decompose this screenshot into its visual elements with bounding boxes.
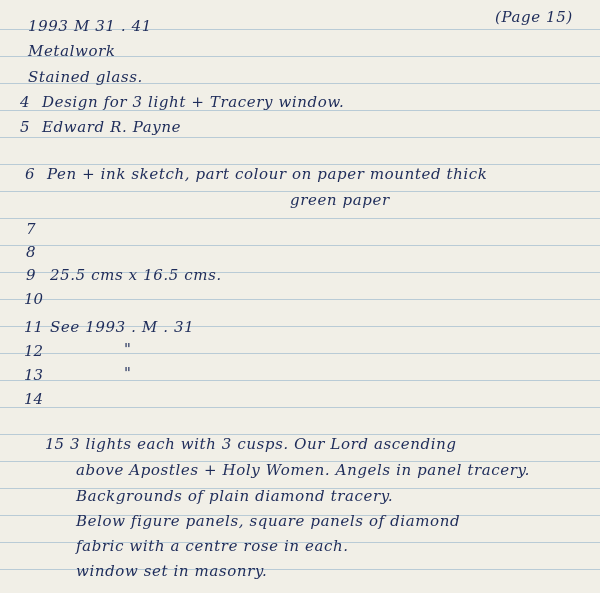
entry-number: 4 — [20, 93, 30, 111]
ruled-line — [0, 137, 600, 138]
ditto-mark: " — [124, 340, 132, 358]
description-line: Below figure panels, square panels of diamond — [76, 512, 461, 530]
entry-number: 11 — [24, 318, 44, 336]
description-line: 3 lights each with 3 cusps. Our Lord ascending — [70, 435, 457, 453]
page-label: (Page 15) — [495, 8, 573, 26]
accession-number: 1993 M 31 . 41 — [28, 17, 152, 35]
description-line: above Apostles + Holy Women. Angels in panel tracery. — [76, 461, 530, 479]
category-text: Metalwork — [28, 42, 116, 60]
ruled-line — [0, 299, 600, 300]
entry-number: 12 — [24, 342, 44, 360]
entry-text: 25.5 cms x 16.5 cms. — [50, 266, 222, 284]
entry-text: Design for 3 light + Tracery window. — [42, 93, 345, 111]
material-text: Stained glass. — [28, 68, 143, 86]
entry-number: 15 — [45, 435, 65, 453]
entry-text-continued: green paper — [290, 191, 390, 209]
entry-text: Pen + ink sketch, part colour on paper mounted thick — [47, 165, 488, 183]
entry-text: Edward R. Payne — [42, 118, 182, 136]
description-line: window set in masonry. — [76, 562, 268, 580]
description-line: Backgrounds of plain diamond tracery. — [76, 487, 394, 505]
ruled-line — [0, 218, 600, 219]
entry-number: 10 — [24, 290, 44, 308]
entry-number: 5 — [20, 118, 30, 136]
entry-number: 8 — [26, 243, 36, 261]
ruled-line — [0, 245, 600, 246]
entry-number: 13 — [24, 366, 44, 384]
ruled-line — [0, 380, 600, 381]
description-line: fabric with a centre rose in each. — [76, 537, 349, 555]
ruled-line — [0, 353, 600, 354]
entry-number: 9 — [26, 266, 36, 284]
entry-text: See 1993 . M . 31 — [50, 318, 195, 336]
ditto-mark: " — [124, 364, 132, 382]
ruled-line — [0, 407, 600, 408]
entry-number: 6 — [25, 165, 35, 183]
entry-number: 7 — [26, 220, 36, 238]
entry-number: 14 — [24, 390, 44, 408]
